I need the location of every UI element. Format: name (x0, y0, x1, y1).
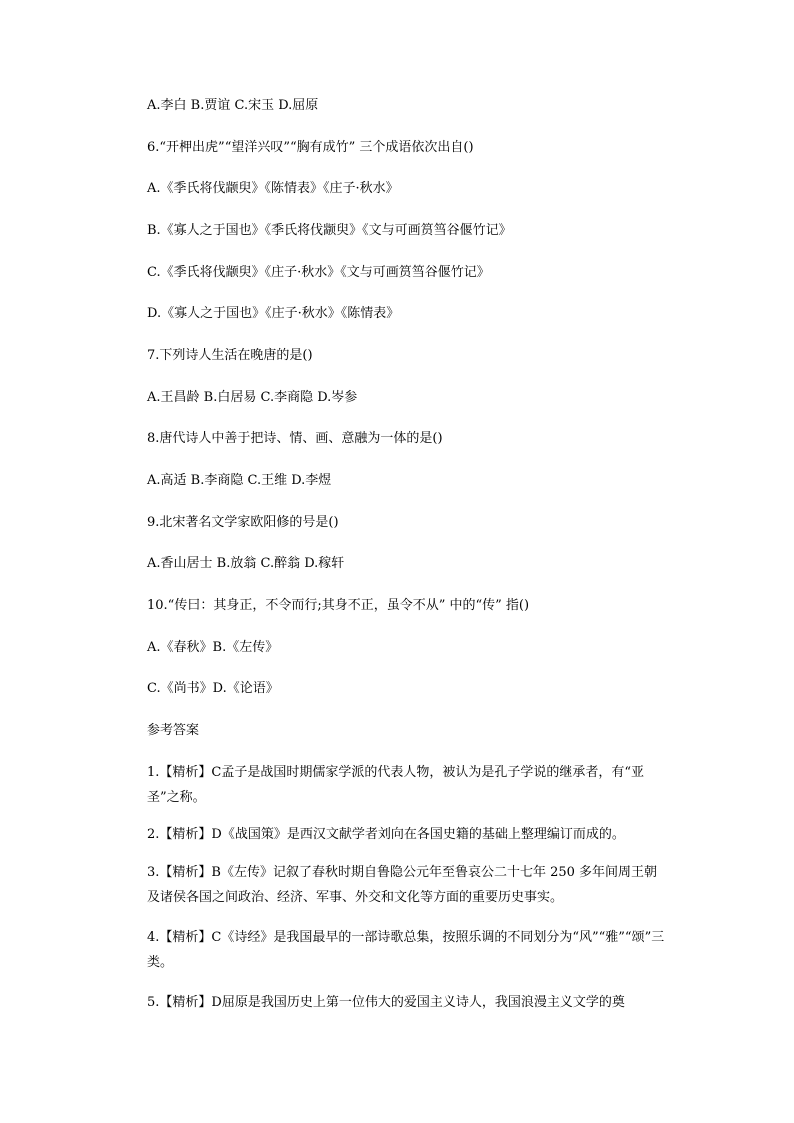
answer-3: 3.【精析】B《左传》记叙了春秋时期自鲁隐公元年至鲁哀公二十七年 250 多年间周王朝及诸侯各国之间政治、经济、军事、外交和文化等方面的重要历史事实。 (147, 865, 658, 905)
question-10-options-cd: C.《尚书》D.《论语》 (147, 681, 279, 696)
question-6-option-d: D.《寡人之于国也》《庄子·秋水》《陈情表》 (147, 306, 400, 321)
question-7: 7.下列诗人生活在晚唐的是() (147, 348, 313, 363)
question-10: 10.“传曰：其身正，不令而行;其身不正，虽令不从” 中的“传” 指() (147, 598, 530, 613)
question-options-5: A.李白 B.贾谊 C.宋玉 D.屈原 (147, 98, 319, 113)
question-6-option-b: B.《寡人之于国也》《季氏将伐颛臾》《文与可画筼筜谷偃竹记》 (147, 223, 512, 238)
question-8-options: A.高适 B.李商隐 C.王维 D.李煜 (147, 473, 332, 488)
answers-heading: 参考答案 (147, 723, 200, 738)
answer-1: 1.【精析】C孟子是战国时期儒家学派的代表人物，被认为是孔子学说的继承者，有“亚圣”之称。 (147, 765, 644, 805)
answer-4: 4.【精析】C《诗经》是我国最早的一部诗歌总集，按照乐调的不同划分为“风”“雅”“颂”三类。 (147, 930, 665, 970)
answer-2: 2.【精析】D《战国策》是西汉文献学者刘向在各国史籍的基础上整理编订而成的。 (147, 827, 625, 842)
question-6-option-a: A.《季氏将伐颛臾》《陈情表》《庄子·秋水》 (147, 181, 399, 196)
question-9-options: A.香山居士 B.放翁 C.醉翁 D.稼轩 (147, 556, 345, 571)
question-6-option-c: C.《季氏将伐颛臾》《庄子·秋水》《文与可画筼筜谷偃竹记》 (147, 265, 490, 280)
question-7-options: A.王昌龄 B.白居易 C.李商隐 D.岑参 (147, 390, 358, 405)
question-10-options-ab: A.《春秋》B.《左传》 (147, 640, 279, 655)
question-8: 8.唐代诗人中善于把诗、情、画、意融为一体的是() (147, 431, 443, 446)
answer-5: 5.【精析】D屈原是我国历史上第一位伟大的爱国主义诗人，我国浪漫主义文学的奠 (147, 995, 625, 1010)
question-9: 9.北宋著名文学家欧阳修的号是() (147, 515, 339, 530)
question-6: 6.“开柙出虎”“望洋兴叹”“胸有成竹” 三个成语依次出自() (147, 140, 474, 155)
